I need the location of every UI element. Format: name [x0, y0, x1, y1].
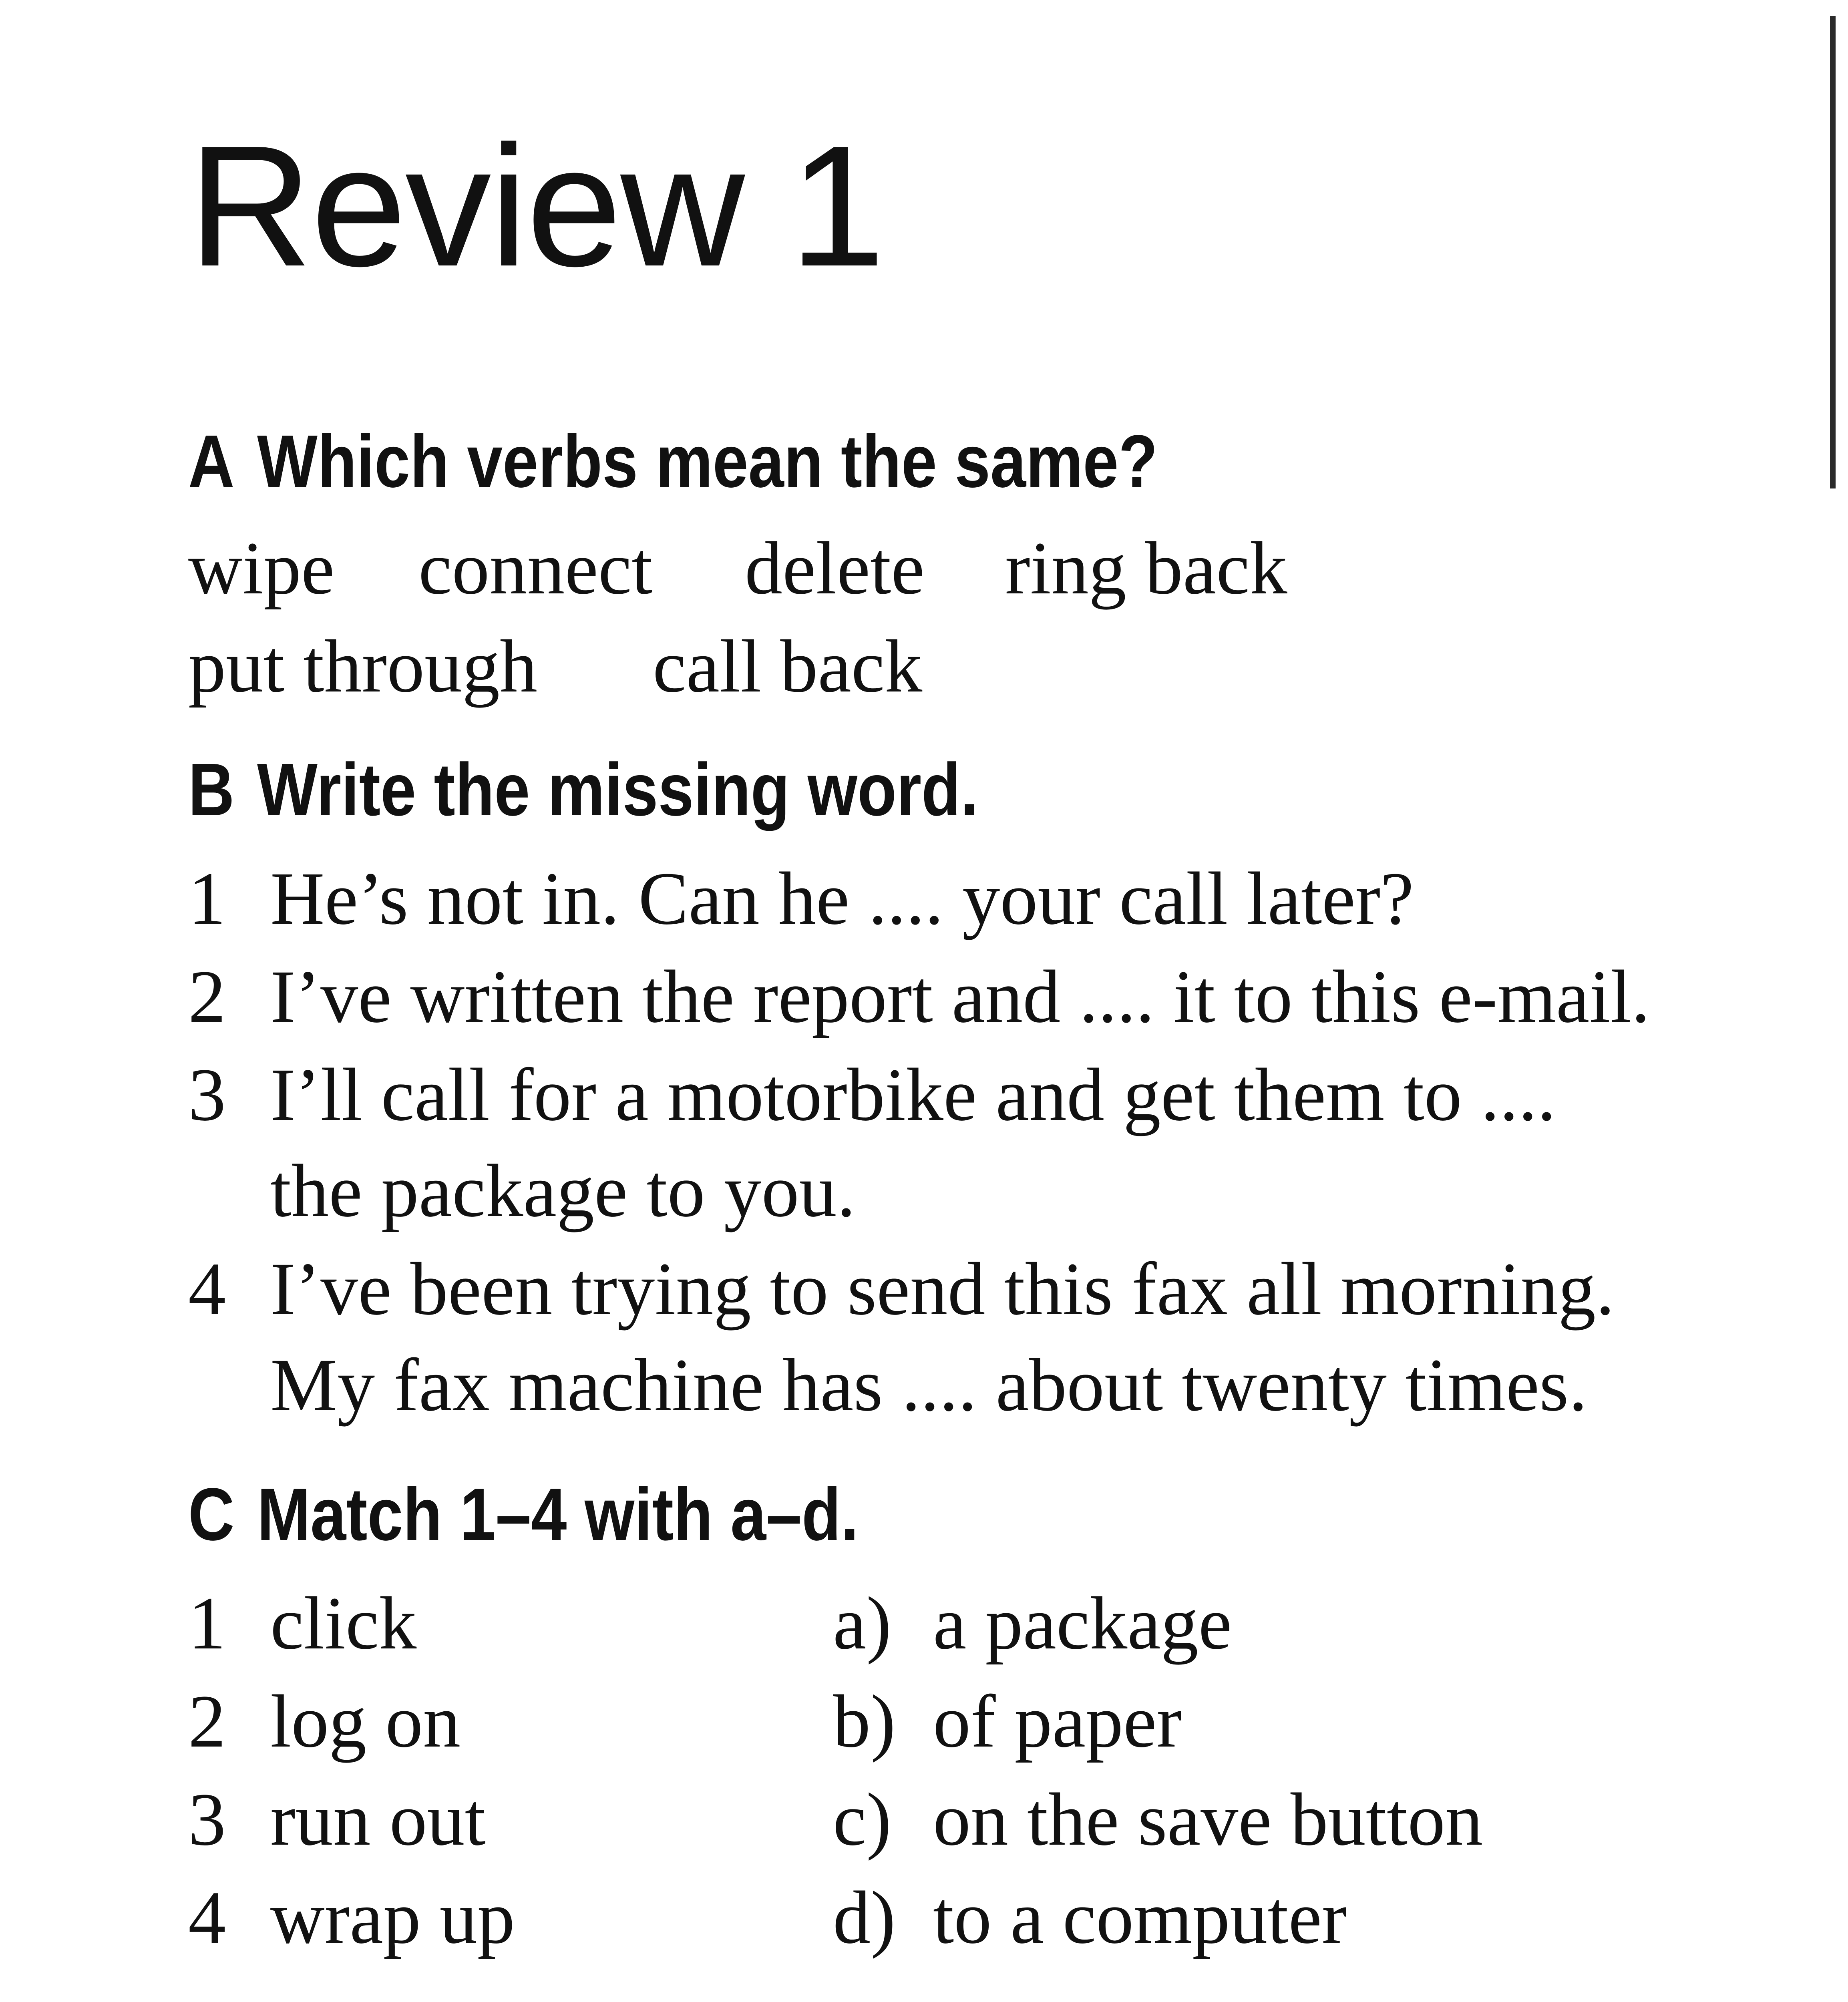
section-b-title: Write the missing word.	[257, 748, 979, 831]
match-right-item: a package	[933, 1581, 1232, 1665]
item-number: 4	[188, 1247, 226, 1331]
match-right-item: to a computer	[933, 1875, 1347, 1959]
match-right-letter: a)	[833, 1581, 892, 1665]
sentence-line: I’ve written the report and .... it to this e-mail.	[270, 955, 1650, 1038]
match-right-item: of paper	[933, 1679, 1182, 1763]
section-c-heading	[188, 1473, 859, 1556]
section-b-letter: B	[188, 748, 235, 831]
sentence-line: My fax machine has .... about twenty times.	[270, 1343, 1588, 1427]
page-title: Review 1	[188, 110, 884, 302]
page-edge-line	[1830, 16, 1836, 488]
section-c-title: Match 1–4 with a–d.	[257, 1473, 859, 1556]
match-left-item: log on	[270, 1679, 461, 1763]
sentence-line: He’s not in. Can he .... your call later?	[270, 856, 1414, 940]
verb-word: call back	[653, 624, 923, 708]
match-left-number: 4	[188, 1875, 226, 1959]
sentence-line: the package to you.	[270, 1149, 856, 1232]
item-number: 2	[188, 955, 226, 1038]
verb-word: put through	[188, 624, 538, 708]
sentence-line: I’ll call for a motorbike and get them to ....	[270, 1053, 1556, 1136]
match-left-item: run out	[270, 1777, 486, 1861]
section-a-letter: A	[188, 420, 235, 503]
verb-word: delete	[745, 526, 925, 610]
section-a-heading	[188, 420, 1158, 503]
match-right-item: on the save button	[933, 1777, 1483, 1861]
verb-word: connect	[418, 526, 653, 610]
match-right-letter: c)	[833, 1777, 892, 1861]
section-c-letter: C	[188, 1473, 235, 1556]
section-b-heading	[188, 748, 979, 831]
match-left-number: 1	[188, 1581, 226, 1665]
item-number: 3	[188, 1053, 226, 1136]
match-left-number: 3	[188, 1777, 226, 1861]
match-right-letter: b)	[833, 1679, 896, 1763]
match-right-letter: d)	[833, 1875, 896, 1959]
sentence-line: I’ve been trying to send this fax all morning.	[270, 1247, 1615, 1331]
match-left-item: click	[270, 1581, 417, 1665]
section-a-title: Which verbs mean the same?	[257, 420, 1158, 503]
verb-word: wipe	[188, 526, 335, 610]
match-left-item: wrap up	[270, 1875, 515, 1959]
item-number: 1	[188, 856, 226, 940]
match-left-number: 2	[188, 1679, 226, 1763]
verb-word: ring back	[1005, 526, 1287, 610]
